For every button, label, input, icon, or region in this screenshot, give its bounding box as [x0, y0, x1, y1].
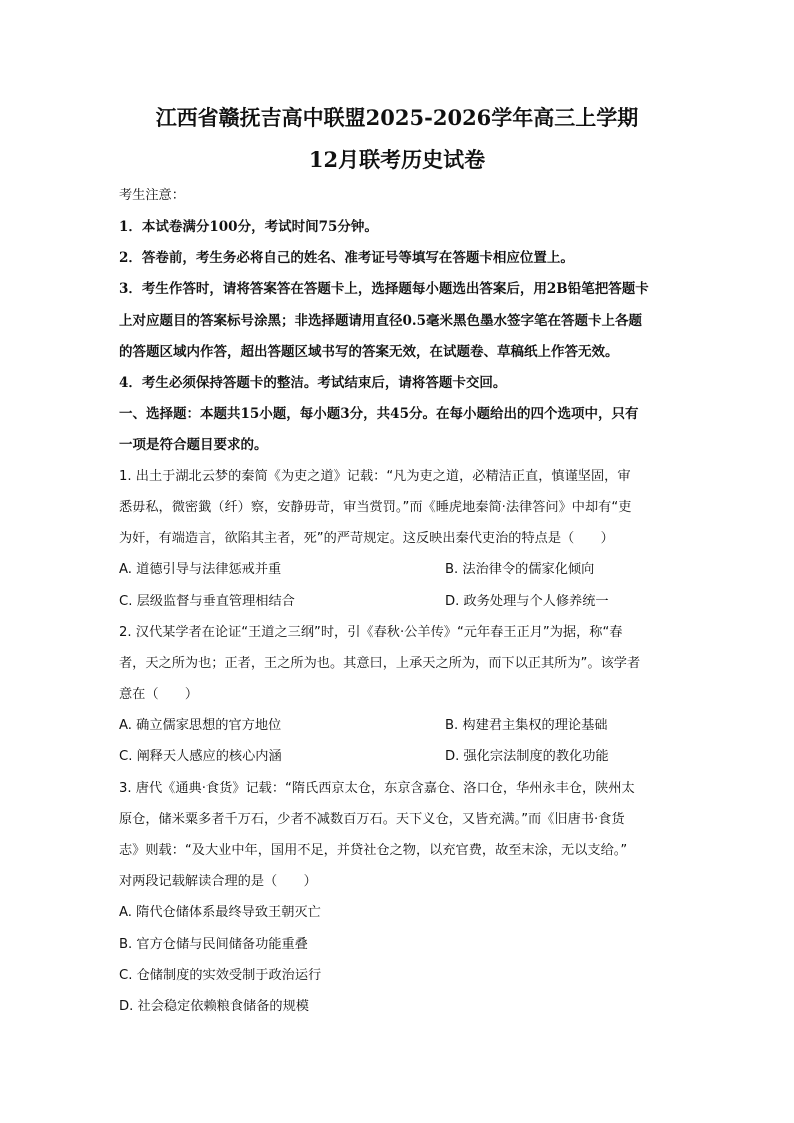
question-stem: 者，天之所为也；正者，王之所为也。其意曰，上承天之所为，而下以正其所为”。该学者	[119, 656, 641, 671]
option-c: C. 层级监督与垂直管理相结合	[119, 594, 295, 609]
option-a: A. 隋代仓储体系最终导致王朝灭亡	[119, 905, 321, 920]
notice-item: 的答题区域内作答，超出答题区域书写的答案无效，在试题卷、草稿纸上作答无效。	[119, 344, 619, 360]
notice-item: 1．本试卷满分100分，考试时间75分钟。	[119, 219, 378, 235]
section-heading: 一、选择题：本题共15小题，每小题3分，共45分。在每小题给出的四个选项中，只有	[119, 406, 639, 422]
option-b: B. 构建君主集权的理论基础	[445, 718, 608, 733]
exam-subtitle: 12月联考历史试卷	[308, 147, 486, 172]
question-stem: 志》则载：“及大业中年，国用不足，并贷社仓之物，以充官费，故至末涂，无以支给。”	[119, 843, 628, 858]
option-a: A. 道德引导与法律惩戒并重	[119, 562, 282, 577]
notice-item: 4．考生必须保持答题卡的整洁。考试结束后，请将答题卡交回。	[119, 375, 507, 391]
question-stem: 原仓，储米粟多者千万石，少者不减数百万石。天下义仓，又皆充满。”而《旧唐书·食货	[119, 812, 625, 827]
option-d: D. 强化宗法制度的教化功能	[445, 749, 609, 764]
question-stem: 2. 汉代某学者在论证“王道之三纲”时，引《春秋·公羊传》“元年春王正月”为据，称“春	[119, 625, 623, 640]
option-c: C. 仓储制度的实效受制于政治运行	[119, 968, 322, 983]
question-stem: 1. 出土于湖北云梦的秦简《为吏之道》记载：“凡为吏之道，必精洁正直，慎谨坚固，审	[119, 469, 631, 484]
question-stem: 意在（ ）	[119, 687, 199, 702]
option-b: B. 官方仓储与民间储备功能重叠	[119, 937, 308, 952]
option-a: A. 确立儒家思想的官方地位	[119, 718, 282, 733]
question-stem: 对两段记载解读合理的是（ ）	[119, 874, 317, 889]
question-stem: 为奸，有端造言，欲陷其主者，死”的严苛规定。这反映出秦代吏治的特点是（ ）	[119, 531, 614, 546]
exam-title: 江西省赣抚吉高中联盟2025-2026学年高三上学期	[155, 105, 639, 130]
notice-heading: 考生注意：	[119, 188, 185, 203]
option-c: C. 阐释天人感应的核心内涵	[119, 749, 282, 764]
notice-item: 2．答卷前，考生务必将自己的姓名、准考证号等填写在答题卡相应位置上。	[119, 250, 574, 266]
option-b: B. 法治律令的儒家化倾向	[445, 562, 595, 577]
notice-item: 上对应题目的答案标号涂黑；非选择题请用直径0.5毫米黑色墨水签字笔在答题卡上各题	[119, 313, 642, 329]
question-stem: 悉毋私，微密韱（纤）察，安静毋苛，审当赏罚。”而《睡虎地秦简·法律答问》中却有“吏	[119, 500, 632, 515]
option-d: D. 政务处理与个人修养统一	[445, 594, 609, 609]
section-heading: 一项是符合题目要求的。	[119, 437, 268, 453]
question-stem: 3. 唐代《通典·食货》记载：“隋氏西京太仓，东京含嘉仓、洛口仓，华州永丰仓，陕州太	[119, 781, 635, 796]
notice-item: 3．考生作答时，请将答案答在答题卡上，选择题每小题选出答案后，用2B铅笔把答题卡	[119, 281, 649, 297]
option-d: D. 社会稳定依赖粮食储备的规模	[119, 999, 309, 1014]
